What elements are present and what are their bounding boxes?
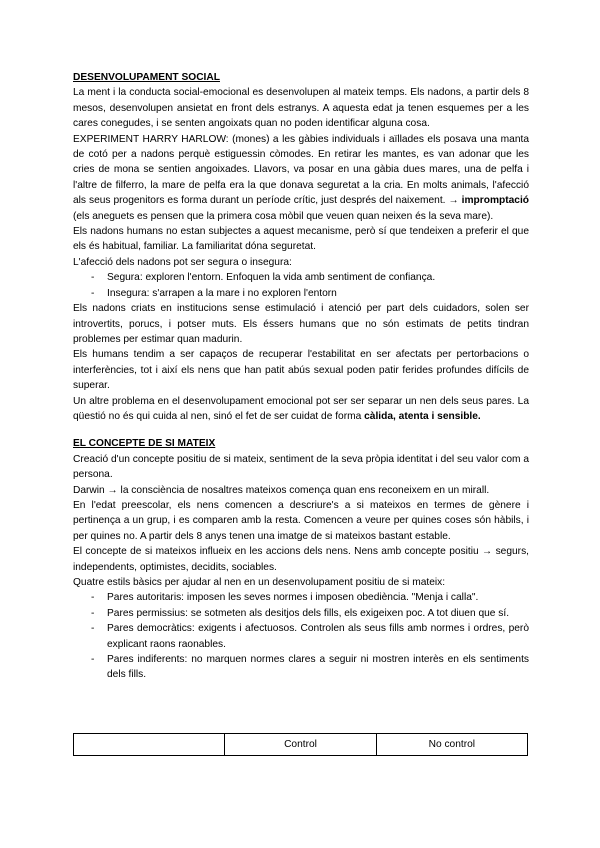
parenting-styles-list (73, 590, 529, 682)
control-table (73, 733, 528, 756)
paragraph-harlow (73, 132, 529, 224)
list-item: - Insegura: s'arrapen a la mare i no exploren l'entorn (73, 286, 529, 301)
bold-term: impromptació (461, 195, 529, 207)
text-run: Un altre problema en el desenvolupament emocional pot ser ser separar un nen dels seus pares. La qüestió no és qui cuida al nen, sinó el fet de ser cuidat de forma (73, 395, 529, 422)
paragraph: Creació d'un concepte positiu de si mateix, sentiment de la seva pròpia identitat i del seu valor com a persona. (73, 453, 529, 481)
text-run: EXPERIMENT HARRY HARLOW: (mones) a les gàbies individuals i aïllades els posava una manta de cotó per a nadons perquè estiguessin còmodes. En retirar les mantes, es van adonar que les cries de mona se sentien angoixades. Llavors, va posar en una gàbia dues mares, una de pelfa i l'altre de filferro, la mare de pelfa era la que donava seguretat a la cria. En molts animals, l'afecció als seus progenitors es forma durant un període crític, just després del naixement. → (73, 133, 529, 207)
paragraph: Quatre estils bàsics per ajudar al nen en un desenvolupament positiu de si mateix: (73, 577, 446, 588)
table-row (74, 734, 528, 756)
attachment-list (73, 270, 529, 301)
document-body (73, 70, 529, 683)
table-cell: Control (225, 734, 376, 756)
paragraph: L'afecció dels nadons pot ser segura o insegura: (73, 256, 292, 268)
list-item: - Pares permissius: se sotmeten als desitjos dels fills, els exigeixen poc. A tot diuen que sí. (73, 606, 529, 621)
list-item: - Pares autoritaris: imposen les seves normes i imposen obediència. "Menja i calla". (73, 590, 529, 605)
bold-term: càlida, atenta i sensible. (364, 410, 481, 422)
list-item: - Segura: exploren l'entorn. Enfoquen la vida amb sentiment de confiança. (73, 270, 529, 285)
list-item: - Pares democràtics: exigents i afectuosos. Controlen als seus fills amb normes i ordres, però explicant raons raonables. (73, 621, 529, 652)
paragraph: Darwin → la consciència de nosaltres mateixos comença quan ens reconeixem en un mirall. (73, 484, 490, 496)
text-run: (els aneguets es pensen que la primera cosa mòbil que veuen quan neixen és la seva mare). (73, 210, 494, 222)
paragraph: En l'edat preescolar, els nens comencen a descriure's a si mateixos en termes de gènere i pertinença a un grup, i es comparen amb la resta. Comencen a veure per quines coses són hàbils, i per quines no. A partir dels 8 anys tenen una imatge de si mateixos bastant estable. (73, 499, 529, 542)
section-gap (73, 424, 529, 436)
paragraph: El concepte de si mateixos influeix en les accions dels nens. Nens amb concepte positiu → segurs, independents, optimistes, decidits, sociables. (73, 546, 529, 573)
paragraph: Els humans tendim a ser capaços de recuperar l'estabilitat en ser afectats per pertorbacions o interferències, tot i així els nens que han patit abús sexual poden patir ferides profundes difícils de superar. (73, 349, 529, 392)
section-title-desenvolupament-social: DESENVOLUPAMENT SOCIAL (73, 72, 220, 83)
paragraph: La ment i la conducta social-emocional es desenvolupen al mateix temps. Els nadons, a partir dels 8 mesos, desenvolupen ansietat en front dels estranys. A aquesta edat ja tenen esquemes per a les cares conegudes, i se senten angoixats quan no poden identificar alguna cosa. (73, 87, 529, 130)
list-item: - Pares indiferents: no marquen normes clares a seguir ni mostren interès en els sentiments dels fills. (73, 652, 529, 683)
table-cell: No control (376, 734, 527, 756)
table-cell (74, 734, 225, 756)
paragraph (73, 394, 529, 425)
paragraph: Els nadons criats en institucions sense estimulació i atenció per part dels cuidadors, solen ser introvertits, porucs, i potser muts. Els éssers humans que no són estimats de petits tindran problemes per estimar quan madurin. (73, 303, 529, 345)
paragraph: Els nadons humans no estan subjectes a aquest mecanisme, però sí que tendeixen a preferir el que els és habitual, familiar. La familiaritat dóna seguretat. (73, 226, 529, 253)
section-title-concepte-si-mateix: EL CONCEPTE DE SI MATEIX (73, 438, 216, 450)
